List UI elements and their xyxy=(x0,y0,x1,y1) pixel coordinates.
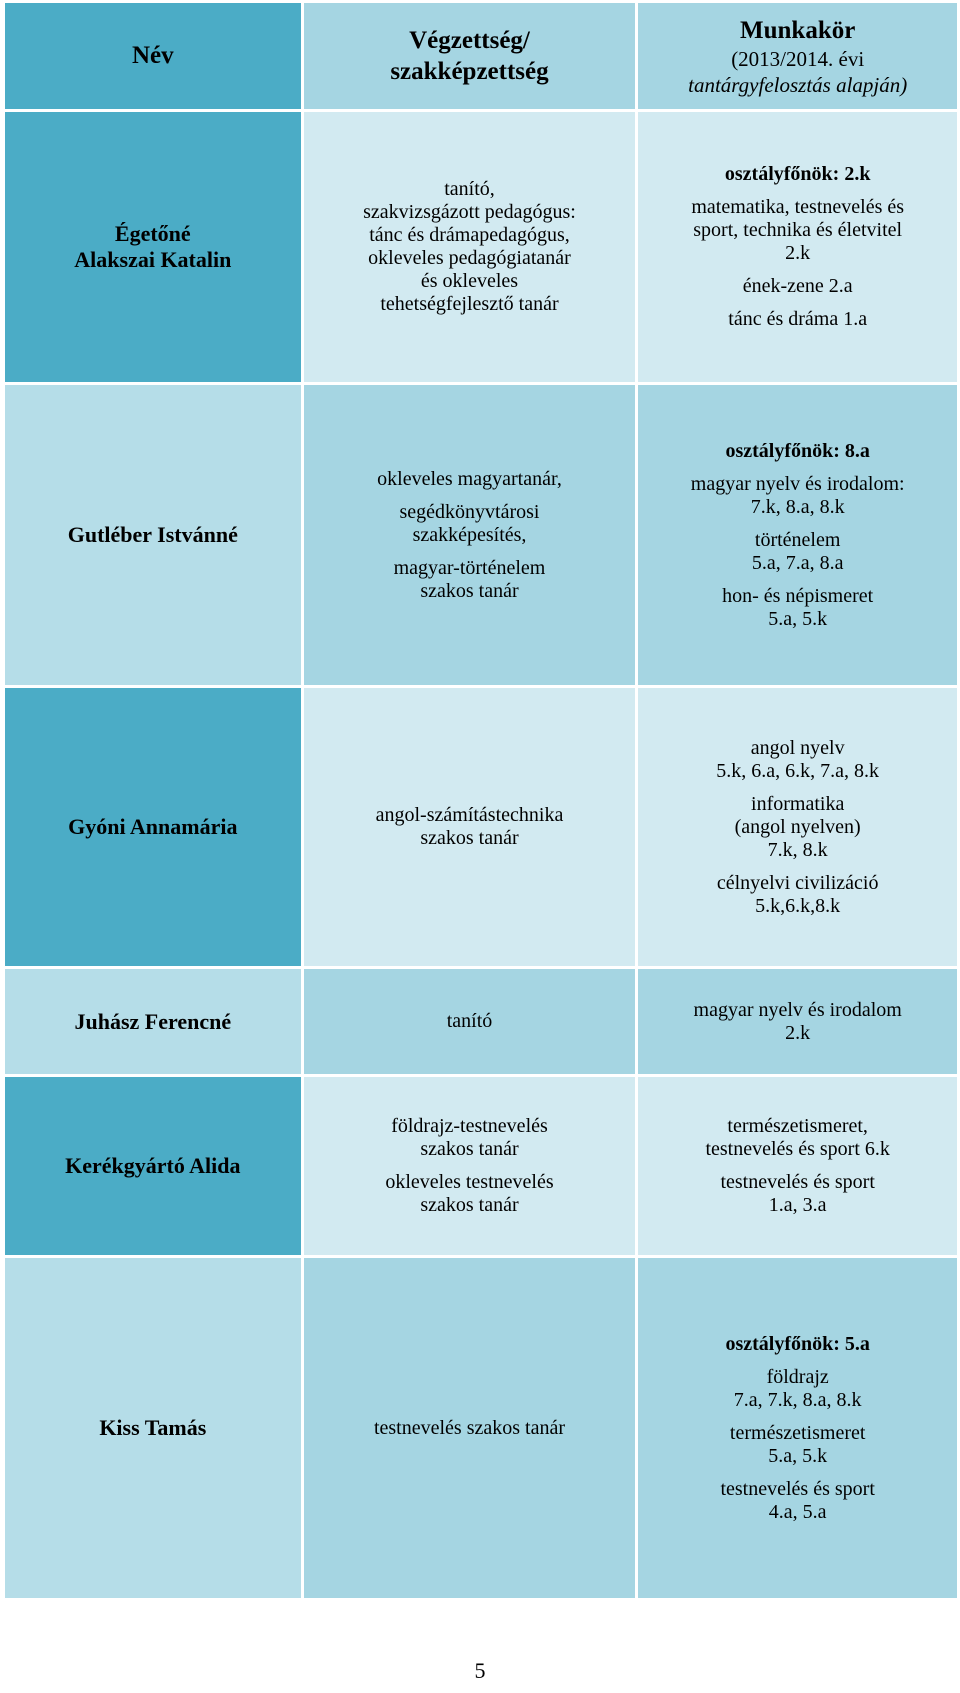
qualification-line: földrajz-testnevelés xyxy=(391,1115,548,1137)
job-line: 5.a, 7.a, 8.a xyxy=(751,551,844,574)
job-line: magyar nyelv és irodalom: xyxy=(690,472,905,495)
header-job-cell xyxy=(638,3,957,109)
teacher-name-cell xyxy=(5,688,301,966)
table-row xyxy=(5,1258,957,1598)
teacher-name-line: Égetőné xyxy=(114,221,191,246)
qualification-line: okleveles magyartanár, xyxy=(377,467,562,490)
job-line: informatika xyxy=(751,792,845,815)
qualification-cell xyxy=(304,112,636,382)
qualification-line: testnevelés szakos tanár xyxy=(373,1416,566,1439)
qualification-cell xyxy=(304,1258,636,1598)
teacher-name-line: Gutléber Istvánné xyxy=(67,522,238,547)
job-line: testnevelés és sport xyxy=(720,1477,875,1500)
table-row xyxy=(5,969,957,1074)
job-cell xyxy=(638,385,957,685)
job-line: 2.k xyxy=(785,1021,811,1044)
qualification-line: szakos tanár xyxy=(420,827,519,849)
job-line: 7.k, 8.k xyxy=(767,838,828,861)
teacher-name-cell xyxy=(5,112,301,382)
job-line: 5.k, 6.a, 6.k, 7.a, 8.k xyxy=(716,759,880,782)
job-line: 2.k xyxy=(785,242,811,264)
job-line: 5.a, 5.k xyxy=(768,607,828,630)
teacher-name-cell xyxy=(5,1077,301,1255)
job-line: hon- és népismeret xyxy=(722,584,874,607)
job-cell xyxy=(638,969,957,1074)
job-cell xyxy=(638,1077,957,1255)
qualification-line: angol-számítástechnika xyxy=(375,804,564,826)
teacher-name-cell xyxy=(5,1258,301,1598)
job-line: 4.a, 5.a xyxy=(768,1500,827,1523)
job-line: 5.a, 5.k xyxy=(768,1444,828,1467)
class-teacher-label: osztályfőnök: 5.a xyxy=(725,1332,870,1355)
job-line: 7.k, 8.a, 8.k xyxy=(750,495,845,518)
teacher-name-line: Gyóni Annamária xyxy=(68,814,238,839)
qualification-line: segédkönyvtárosi xyxy=(399,500,540,523)
qualification-line: tánc és drámapedagógus, xyxy=(369,224,570,246)
job-line: tánc és dráma 1.a xyxy=(728,308,868,330)
job-cell xyxy=(638,1258,957,1598)
header-qualification-line2: szakképzettség xyxy=(390,58,549,85)
qualification-cell xyxy=(304,969,636,1074)
table-row xyxy=(5,385,957,685)
table-row xyxy=(5,688,957,966)
header-qualification-line1: Végzettség/ xyxy=(409,27,530,54)
job-line: 7.a, 7.k, 8.a, 8.k xyxy=(733,1388,862,1411)
teacher-name-line: Kerékgyártó Alida xyxy=(65,1153,241,1178)
qualification-line: szakos tanár xyxy=(420,1194,519,1216)
job-line: matematika, testnevelés és xyxy=(691,196,905,218)
teacher-name-line: Alakszai Katalin xyxy=(74,247,232,272)
job-line: testnevelés és sport 6.k xyxy=(705,1138,890,1160)
staff-table xyxy=(2,0,960,1601)
job-line: sport, technika és életvitel xyxy=(693,219,903,241)
job-line: természetismeret, xyxy=(727,1115,868,1137)
qualification-line: szakos tanár xyxy=(420,579,519,602)
job-cell xyxy=(638,112,957,382)
qualification-line: okleveles pedagógiatanár xyxy=(368,247,571,269)
qualification-line: szakos tanár xyxy=(420,1138,519,1160)
qualification-cell xyxy=(304,688,636,966)
job-line: magyar nyelv és irodalom xyxy=(693,998,902,1021)
header-name: Név xyxy=(131,42,174,69)
table-row xyxy=(5,1077,957,1255)
header-qualification-cell xyxy=(304,3,636,109)
qualification-line: okleveles testnevelés xyxy=(385,1171,554,1193)
job-line: testnevelés és sport xyxy=(720,1171,875,1193)
header-job-sub1: (2013/2014. évi xyxy=(731,46,865,71)
qualification-line: tehetségfejlesztő tanár xyxy=(380,293,559,315)
qualification-line: tanító xyxy=(446,1010,493,1032)
teacher-name-line: Juhász Ferencné xyxy=(74,1008,232,1034)
qualification-line: magyar-történelem xyxy=(393,556,546,579)
job-line: (angol nyelven) xyxy=(734,815,861,838)
table-header-row xyxy=(5,3,957,109)
job-line: 1.a, 3.a xyxy=(768,1194,827,1216)
job-line: természetismeret xyxy=(729,1421,866,1444)
job-line: célnyelvi civilizáció xyxy=(716,871,879,894)
qualification-cell xyxy=(304,1077,636,1255)
job-line: földrajz xyxy=(766,1365,829,1388)
teacher-name-cell xyxy=(5,385,301,685)
job-cell xyxy=(638,688,957,966)
teacher-name-cell xyxy=(5,969,301,1074)
job-line: 5.k,6.k,8.k xyxy=(755,894,841,917)
table-row xyxy=(5,112,957,382)
class-teacher-label: osztályfőnök: 2.k xyxy=(724,163,871,185)
job-line: történelem xyxy=(754,528,841,551)
qualification-line: szakvizsgázott pedagógus: xyxy=(363,201,576,223)
header-job-title: Munkakör xyxy=(740,16,856,44)
header-name-cell xyxy=(5,3,301,109)
qualification-line: tanító, xyxy=(444,178,495,200)
qualification-line: szakképesítés, xyxy=(412,523,527,546)
qualification-line: és okleveles xyxy=(420,270,519,292)
teacher-name-line: Kiss Tamás xyxy=(99,1415,207,1440)
job-line: angol nyelv xyxy=(750,736,845,759)
header-job-sub2: tantárgyfelosztás alapján) xyxy=(688,72,908,97)
page-number: 5 xyxy=(474,1658,486,1683)
qualification-cell xyxy=(304,385,636,685)
job-line: ének-zene 2.a xyxy=(742,275,853,297)
class-teacher-label: osztályfőnök: 8.a xyxy=(725,439,870,462)
